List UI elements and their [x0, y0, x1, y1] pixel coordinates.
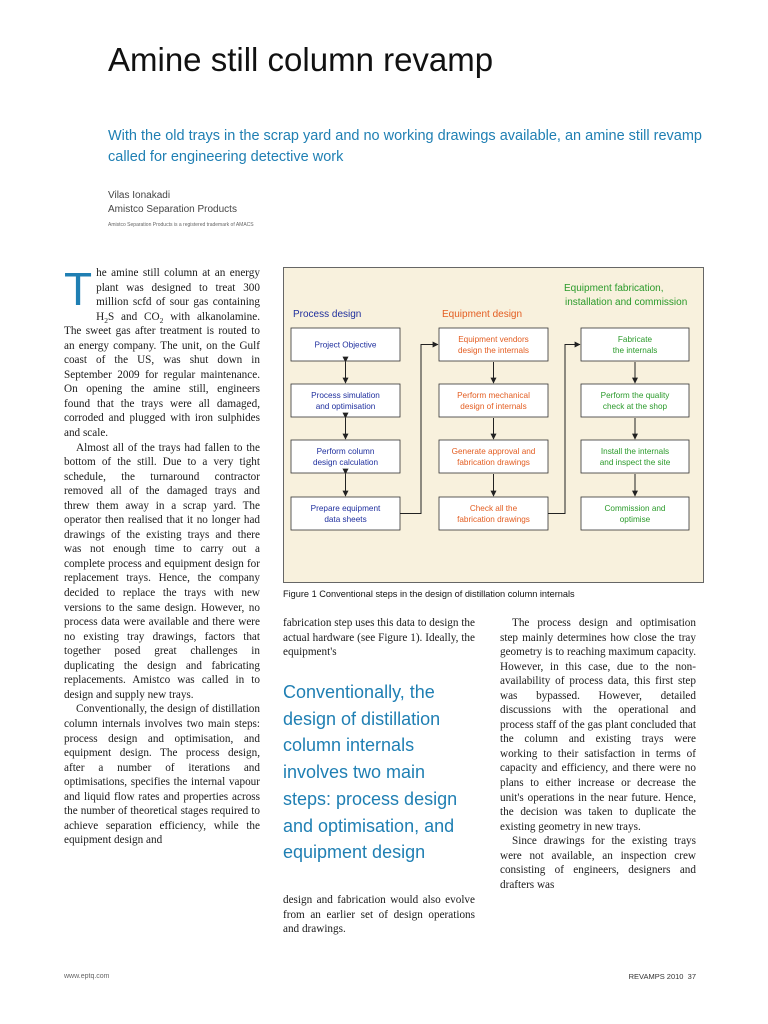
flow-box-label: the internals — [612, 346, 658, 355]
flow-box-fabrication-3 — [581, 440, 689, 473]
author-name: Vilas Ionakadi — [108, 190, 171, 201]
flow-box-label: Check all the — [469, 504, 518, 513]
flow-box-label: and inspect the site — [599, 458, 671, 467]
flow-box-label: optimise — [619, 515, 651, 524]
body-column-2-top: fabrication step uses this data to design the actual hardware (see Figure 1). Ideally, the equipment's — [283, 617, 475, 659]
flow-box-process-3 — [291, 440, 400, 473]
flow-box-fabrication-2 — [581, 384, 689, 417]
body-column-3 — [500, 616, 696, 892]
flow-box-equipment-1 — [439, 328, 548, 361]
flow-box-fabrication-4 — [581, 497, 689, 530]
flow-box-label: fabrication drawings — [457, 458, 530, 467]
footer-page-info — [629, 972, 696, 981]
footer-year: 2010 — [666, 972, 684, 981]
heading-fabrication-line1: Equipment fabrication, — [564, 283, 664, 294]
flow-box-label: Project Objective — [314, 340, 377, 350]
flow-box-label: Perform mechanical — [457, 391, 530, 400]
body-paragraph: Conventionally, the design of distillation column internals involves two main steps: process design and optimisation, and equipment design. The process design, after a number of iterations and optimisations, specifies the internal vapour and liquid flow rates and properties across the number of theoretical stages required to achieve separation efficiency, while the equipment design and — [64, 703, 260, 847]
author-affiliation: Amistco Separation Products — [108, 204, 237, 215]
flow-box-label: fabrication drawings — [457, 515, 530, 524]
figure-1-flowchart — [283, 267, 704, 583]
trademark-note: Amistco Separation Products is a registered trademark of AMACS — [108, 222, 254, 228]
article-title: Amine still column revamp — [108, 41, 494, 78]
body-column-1 — [64, 263, 261, 848]
footer-page-number: 37 — [687, 972, 696, 981]
flow-box-label: Perform column — [316, 447, 375, 456]
flow-box-label: and optimisation — [315, 402, 376, 411]
body-paragraph: Since drawings for the existing trays were not available, an inspection crew consisting of engineers, designers and drafters was — [500, 835, 696, 891]
flow-box-label: Generate approval and — [451, 447, 536, 456]
flow-connector-equipment-to-fabrication — [548, 345, 580, 514]
flow-box-fabrication-1 — [581, 328, 689, 361]
flow-box-equipment-4 — [439, 497, 548, 530]
figure-caption: Figure 1 Conventional steps in the design of distillation column internals — [283, 589, 575, 599]
flow-box-equipment-3 — [439, 440, 548, 473]
flow-box-equipment-2 — [439, 384, 548, 417]
flow-box-label: Process simulation — [311, 391, 380, 400]
footer-url: www.eptq.com — [64, 973, 110, 980]
body-paragraph: The process design and optimisation step mainly determines how close the tray geometry is to reaching maximum capacity. However, in this case, due to the non-availability of process data, this first step was bypassed. However, detailed discussions with the operational and process staff of the gas plant concluded that the column and existing trays were working to their satisfaction in terms of capacity and efficiency, and there were no plans to either increase or decrease the unit's operations in the near future. Hence, the decision was taken to duplicate the existing geometry in new trays. — [500, 617, 696, 833]
heading-fabrication-line2: installation and commission — [565, 297, 688, 308]
flow-box-process-2 — [291, 384, 400, 417]
body-column-2-bottom: design and fabrication would also evolve from an earlier set of design operations and drawings. — [283, 894, 475, 936]
body-paragraph: The amine still column at an energy plant was designed to treat 300 million scfd of sour gas containing $H_2S$ and $CO_2$ with alkanolamine. The sweet gas after treatment is routed to an energy company. The unit, on the Gulf coast of the US, was shut down in September 2009 for regular maintenance. On opening the amine still, engineers found that the trays were all damaged, corroded and plugged with iron sulphides and scale. — [64, 263, 261, 440]
article-subtitle: With the old trays in the scrap yard and no working drawings available, an amine still revamp called for engineering detective work — [108, 128, 702, 165]
flow-box-label: data sheets — [324, 515, 367, 524]
flow-box-label: Prepare equipment — [310, 504, 381, 513]
heading-equipment-design: Equipment design — [442, 309, 523, 320]
body-paragraph: Almost all of the trays had fallen to the bottom of the still. Due to a very tight schedule, the turnaround contractor removed all of the damaged trays and threw them away in a scrap yard. The operator then realised that it no longer had drawings of the existing trays and there was not enough time to carry out a complete process and equipment design for replacement trays. Hence, the company decided to replace the trays with new versions to the same design. However, no process data were available and there were no existing tray drawings, factors that together posed great challenges in duplicating the design and fabricating replacements. Amistco was called in to design and supply new trays. — [64, 441, 260, 701]
flow-box-label: Fabricate — [617, 335, 653, 344]
pull-quote: Conventionally, the design of distillation column internals involves two main steps: process design and optimisation, and equipment design — [283, 682, 458, 863]
flow-box-label: check at the shop — [602, 402, 668, 411]
footer-issue: REVAMPS — [628, 972, 665, 981]
flow-box-label: Install the internals — [600, 447, 670, 456]
flow-box-label: Equipment vendors — [458, 335, 529, 344]
flow-box-label: design the internals — [457, 346, 530, 355]
flow-box-label: design calculation — [312, 458, 379, 467]
flow-box-label: Perform the quality — [600, 391, 670, 400]
flow-box-label: Commission and — [604, 504, 666, 513]
drop-cap: T — [64, 263, 93, 315]
heading-process-design: Process design — [293, 309, 362, 320]
flow-box-process-4 — [291, 497, 400, 530]
flow-box-label: design of internals — [460, 402, 527, 411]
flow-connector-process-to-equipment — [400, 345, 438, 514]
flowchart-diagram — [284, 268, 705, 584]
